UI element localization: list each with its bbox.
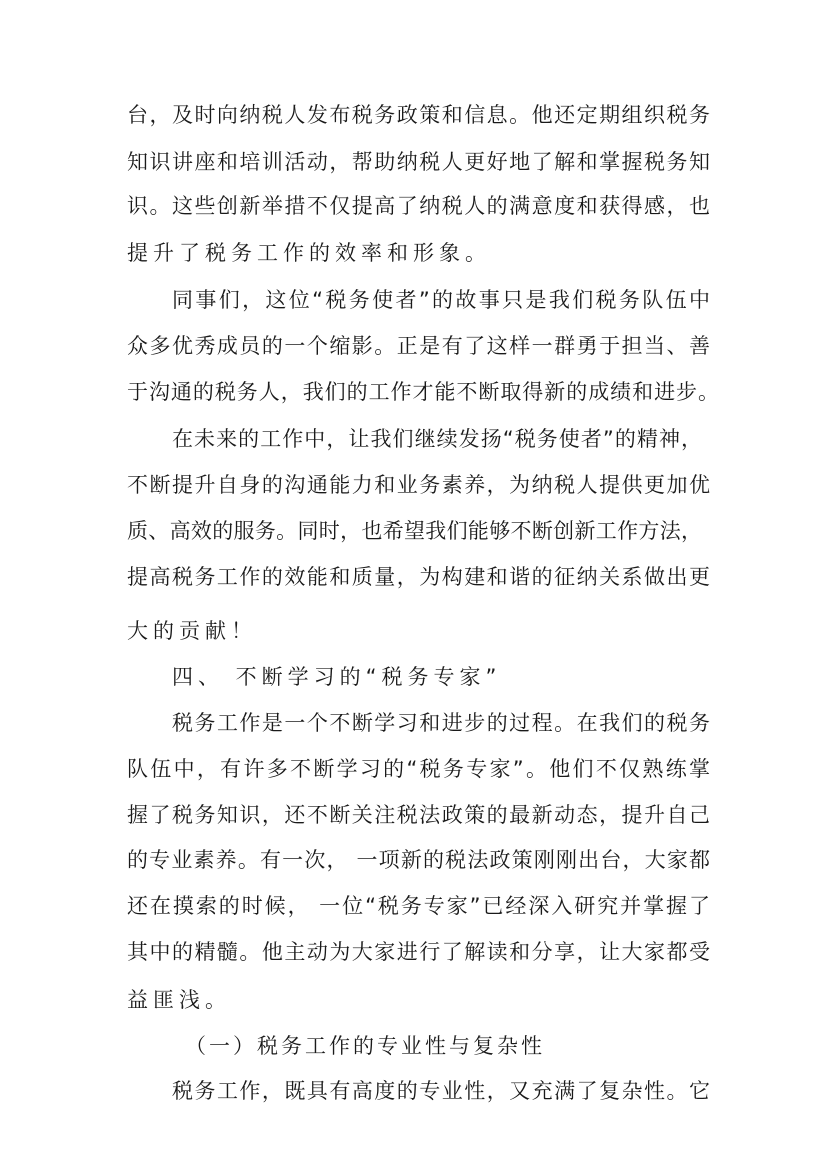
- paragraph-line: 于沟通的税务人，我们的工作才能不断取得新的成绩和进步。: [127, 380, 719, 404]
- paragraph-line: 其中的精髓。他主动为大家进行了解读和分享，让大家都受: [127, 940, 710, 964]
- paragraph-line: 众多优秀成员的一个缩影。正是有了这样一群勇于担当、善: [127, 334, 710, 358]
- paragraph-line: 提升了税务工作的效率和形象。: [127, 241, 491, 265]
- paragraph-line: 握了税务知识，还不断关注税法政策的最新动态，提升自己: [127, 803, 710, 827]
- paragraph-line: 同事们，这位“税务使者”的故事只是我们税务队伍中: [172, 288, 710, 312]
- paragraph-line: 的专业素养。有一次， 一项新的税法政策刚刚出台，大家都: [127, 848, 710, 872]
- paragraph-line: 台，及时向纳税人发布税务政策和信息。他还定期组织税务: [127, 103, 710, 127]
- paragraph-line: 益匪浅。: [127, 988, 231, 1012]
- paragraph-line: 不断提升自身的沟通能力和业务素养，为纳税人提供更加优: [127, 473, 710, 497]
- paragraph-line: 识。这些创新举措不仅提高了纳税人的满意度和获得感，也: [127, 194, 710, 218]
- paragraph-line: 队伍中，有许多不断学习的“税务专家”。他们不仅熟练掌: [127, 757, 710, 781]
- paragraph-line: 知识讲座和培训活动，帮助纳税人更好地了解和掌握税务知: [127, 150, 710, 174]
- paragraph-line: 质、高效的服务。同时，也希望我们能够不断创新工作方法，: [127, 519, 702, 543]
- paragraph-line: 税务工作，既具有高度的专业性，又充满了复杂性。它: [172, 1079, 710, 1103]
- paragraph-line: 大的贡献！: [127, 619, 257, 643]
- subsection-heading: （一）税务工作的专业性与复杂性: [185, 1034, 545, 1058]
- paragraph-line: 提高税务工作的效能和质量，为构建和谐的征纳关系做出更: [127, 565, 710, 589]
- paragraph-line: 税务工作是一个不断学习和进步的过程。在我们的税务: [172, 711, 710, 735]
- paragraph-line: 还在摸索的时候， 一位“税务专家”已经深入研究并掌握了: [127, 894, 710, 918]
- paragraph-line: 在未来的工作中，让我们继续发扬“税务使者”的精神，: [172, 427, 702, 451]
- section-heading: 四、 不断学习的“税务专家”: [172, 665, 502, 689]
